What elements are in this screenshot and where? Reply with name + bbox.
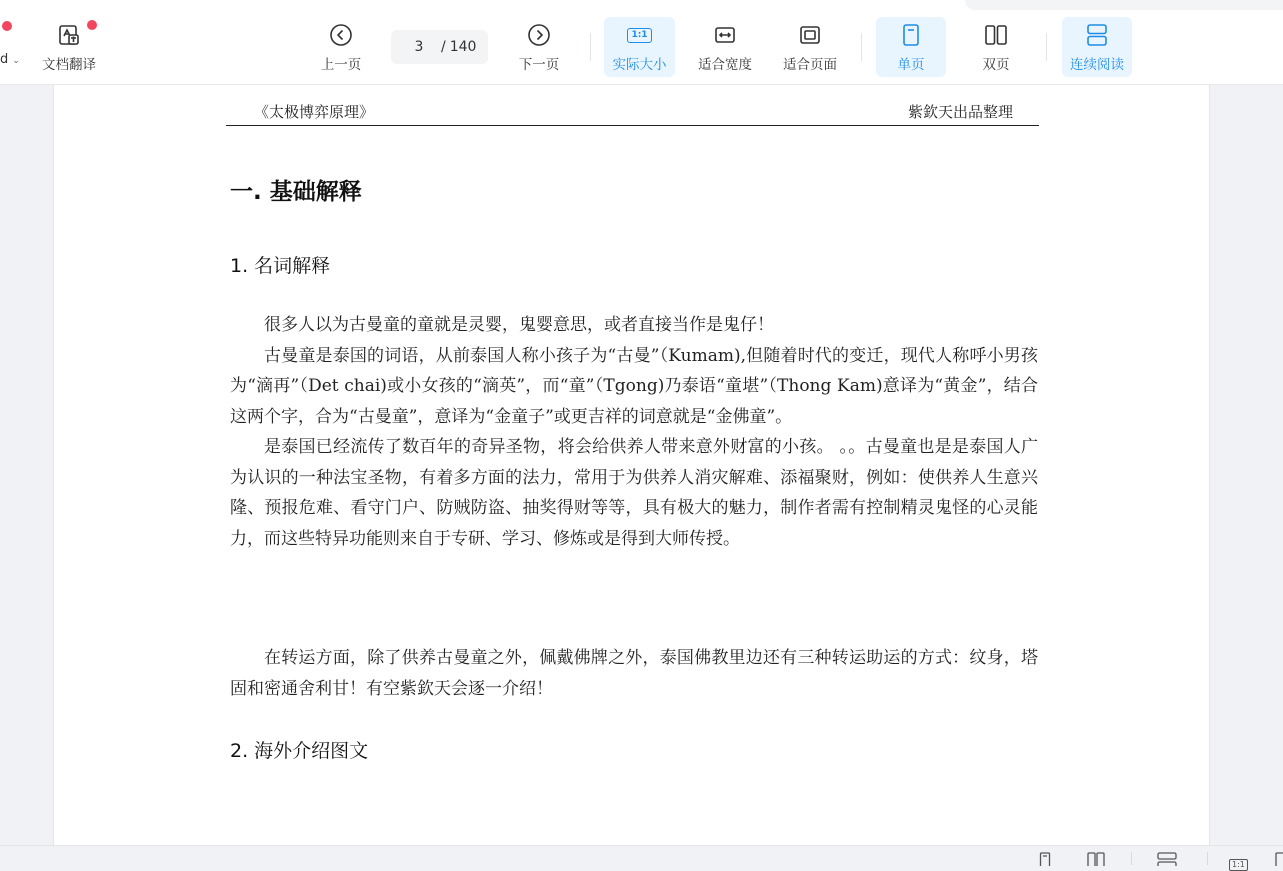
current-page-input[interactable]: 3: [414, 39, 424, 55]
continuous-reading-button[interactable]: 连续阅读: [1062, 17, 1132, 77]
continuous-scroll-icon: [1085, 23, 1109, 47]
document-page: [53, 85, 1210, 845]
paragraph: 古曼童是泰国的词语，从前泰国人称小孩子为“古曼”（Kumam),但随着时代的变迁，现代人称呼小男孩为“滴再”（Det chai)或小女孩的“滴英”，而“童”（Tgong)乃泰语“童堪”（Thong Kam)意译为“黄金”，结合这两个字，合为“古曼童”，意译为“金童子”或更吉祥的词意就是“金佛童”。: [230, 345, 1038, 427]
paragraph: 是泰国已经流传了数百年的奇异圣物，将会给供养人带来意外财富的小孩。 。。古曼童也是是泰国人广为认识的一种法宝圣物，有着多方面的法力，常用于为供养人消灾解难、添福聚财，例如：使供养人生意兴隆、预报危难、看守门户、防贼防盗、抽奖得财等等，具有极大的魅力，制作者需有控制精灵鬼怪的心灵能力，而这些特异功能则来自于专研、学习、修炼或是得到大师传授。: [230, 437, 1038, 549]
single-page-button[interactable]: 单页: [876, 17, 946, 77]
notification-dot: [2, 21, 12, 31]
fit-page-icon[interactable]: [1275, 851, 1283, 870]
actual-size-icon[interactable]: 1:1: [1229, 852, 1248, 871]
chevron-left-circle-icon: [329, 23, 353, 47]
actual-size-button[interactable]: 1:1 实际大小: [604, 17, 675, 77]
fit-width-icon: [713, 23, 737, 47]
toolbar-divider: [1046, 33, 1047, 61]
notification-dot: [87, 20, 97, 30]
header-publisher: 紫欽天出品整理: [907, 103, 1013, 121]
page-header: [226, 101, 1039, 126]
left-clipped-menu[interactable]: d ⌄: [0, 52, 20, 67]
doc-translate-button[interactable]: 文档翻译: [36, 17, 102, 77]
paragraph: 很多人以为古曼童的童就是灵婴，鬼婴意思，或者直接当作是鬼仔！: [264, 315, 774, 335]
fit-width-button[interactable]: 适合宽度: [690, 17, 760, 77]
section-title-overseas: 2. 海外介绍图文: [230, 740, 369, 762]
bottombar-divider: [1207, 852, 1208, 865]
actual-size-icon: 1:1: [627, 23, 651, 47]
translate-icon: [57, 23, 81, 47]
double-page-button[interactable]: 双页: [961, 17, 1031, 77]
next-page-button[interactable]: 下一页: [510, 17, 568, 77]
page-number-box: [391, 30, 488, 64]
bottombar-divider: [1131, 852, 1132, 865]
prev-page-button[interactable]: 上一页: [312, 17, 370, 77]
header-book-title: 《太极博弈原理》: [254, 103, 375, 121]
continuous-scroll-icon[interactable]: [1157, 851, 1177, 870]
chevron-down-icon: ⌄: [12, 56, 20, 66]
window-top-strip: [965, 0, 1283, 10]
page-separator: /: [441, 39, 446, 55]
body-text-block-2: [230, 643, 1038, 704]
fit-page-button[interactable]: 适合页面: [775, 17, 845, 77]
heading-basic-explanation: 一. 基础解释: [230, 179, 362, 205]
body-text-block: [230, 310, 1038, 554]
chevron-right-circle-icon: [527, 23, 551, 47]
total-pages: 140: [449, 39, 477, 55]
single-page-icon: [899, 23, 923, 47]
paragraph: 在转运方面，除了供养古曼童之外，佩戴佛牌之外，泰国佛教里边还有三种转运助运的方式：纹身，塔固和密通舍利甘！有空紫欽天会逐一介绍！: [230, 648, 1038, 699]
double-page-icon[interactable]: [1087, 851, 1105, 870]
section-title-terms: 1. 名词解释: [230, 255, 331, 277]
bottom-status-bar: [0, 845, 1283, 869]
single-page-icon[interactable]: [1038, 851, 1052, 870]
toolbar-divider: [861, 33, 862, 61]
toolbar: [0, 0, 1283, 85]
toolbar-divider: [590, 33, 591, 61]
double-page-icon: [984, 23, 1008, 47]
fit-page-icon: [798, 23, 822, 47]
